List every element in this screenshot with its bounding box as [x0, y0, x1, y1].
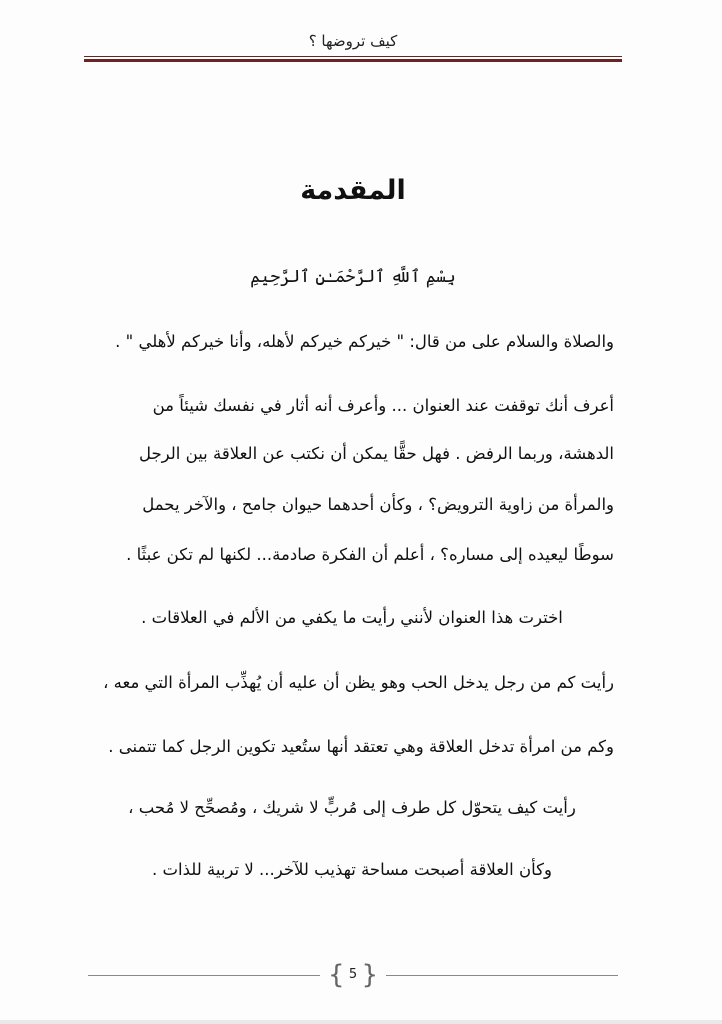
paragraph-line: سوطًا ليعيده إلى مساره؟ ، أعلم أن الفكرة صادمة... لكنها لم تكن عبثًا . [126, 545, 614, 564]
paragraph-line: رأيت كيف يتحوّل كل طرف إلى مُربٍّ لا شريك ، ومُصحِّح لا مُحب ، [128, 798, 576, 817]
paragraph-line: أعرف أنك توقفت عند العنوان ... وأعرف أنه أثار في نفسك شيئاً من [152, 396, 614, 415]
page-number-box [328, 962, 378, 990]
header-rule-thin [84, 56, 622, 57]
page-number: 5 [348, 967, 358, 982]
brace-left-ornament: { [328, 960, 345, 990]
footer-rule-right [386, 975, 618, 976]
running-header-title: كيف تروضها ؟ [308, 32, 398, 50]
header-rule-thick [84, 59, 622, 62]
chapter-heading: المقدمة [300, 175, 406, 206]
paragraph-line: اخترت هذا العنوان لأنني رأيت ما يكفي من الألم في العلاقات . [141, 608, 563, 627]
basmala: بِسْمِ ٱللَّهِ ٱلرَّحْمَـٰنِ ٱلرَّحِيمِ [250, 267, 456, 287]
paragraph-line: وكم من امرأة تدخل العلاقة وهي تعتقد أنها ستُعيد تكوين الرجل كما تتمنى . [108, 737, 614, 756]
footer-rule-left [88, 975, 320, 976]
paragraph-line: الدهشة، وربما الرفض . فهل حقًّا يمكن أن نكتب عن العلاقة بين الرجل [138, 444, 614, 463]
brace-right-ornament: } [361, 960, 378, 990]
paragraph-line: وكأن العلاقة أصبحت مساحة تهذيب للآخر... لا تربية للذات . [152, 860, 552, 879]
paragraph-line: والمرأة من زاوية الترويض؟ ، وكأن أحدهما حيوان جامح ، والآخر يحمل [142, 495, 614, 514]
page-footer [88, 962, 618, 990]
paragraph-line: والصلاة والسلام على من قال: " خيركم خيركم لأهله، وأنا خيركم لأهلي " . [115, 332, 614, 351]
paragraph-line: رأيت كم من رجل يدخل الحب وهو يظن أن عليه أن يُهذِّب المرأة التي معه ، [103, 673, 614, 692]
page-bottom-edge [0, 1020, 722, 1024]
